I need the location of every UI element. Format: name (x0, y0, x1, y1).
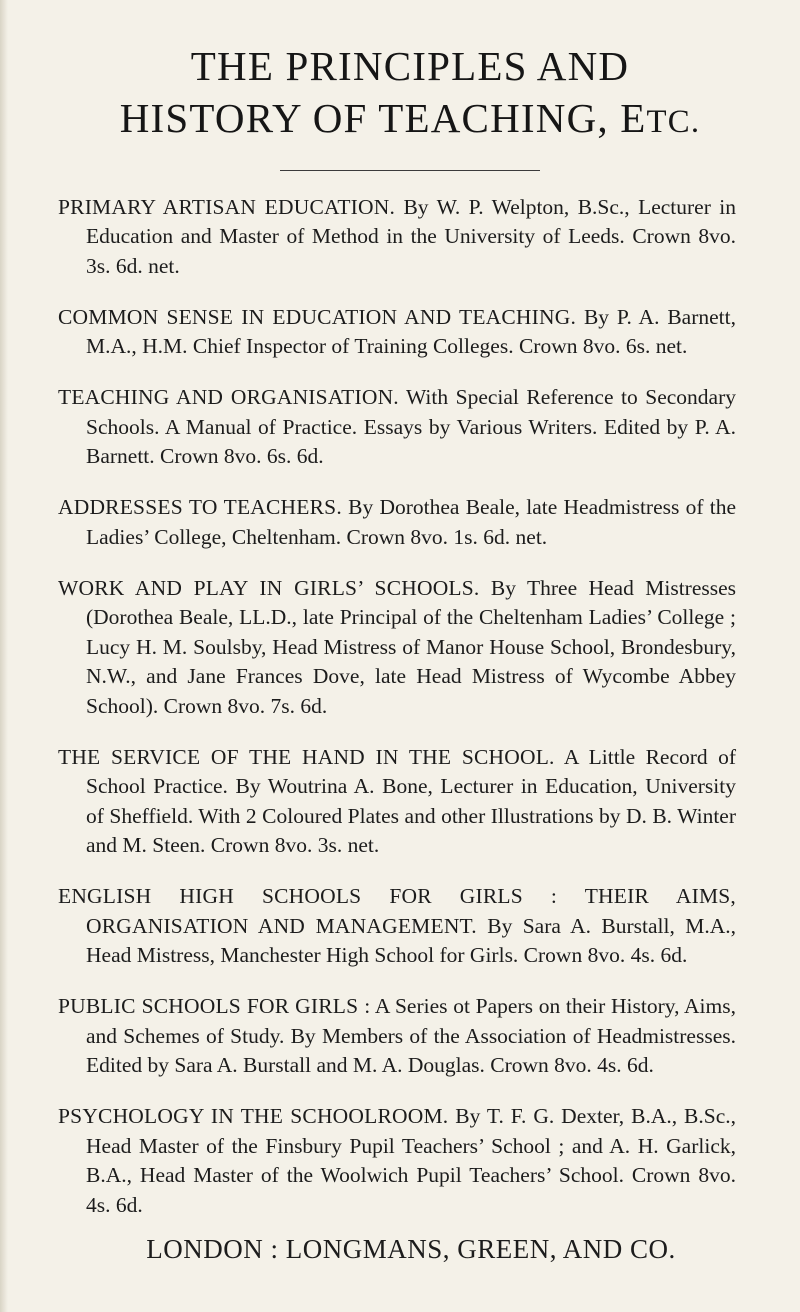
book-title: ADDRESSES TO TEACHERS. (58, 495, 342, 519)
page-header (66, 40, 754, 171)
book-description: By Sara A. Burstall, M.A., Head Mistress, Manchester High School for Girls. Crown 8vo. 4s. 6d. (86, 913, 737, 967)
book-list (58, 193, 736, 1221)
title-line-2 (66, 92, 754, 148)
title-divider (280, 170, 540, 171)
book-entry-teaching-and-organisation (58, 383, 736, 472)
title-line-2-main: HISTORY OF TEACHING, E (119, 95, 647, 141)
book-entry-service-of-the-hand (58, 743, 736, 861)
book-title: COMMON SENSE IN EDUCATION AND TEACHING. (58, 304, 577, 329)
publisher-imprint: LONDON : LONGMANS, GREEN, AND CO. (146, 1234, 676, 1264)
book-entry-common-sense-in-education (58, 303, 736, 362)
book-entry-public-schools-for-girls (58, 992, 736, 1081)
book-title: PUBLIC SCHOOLS FOR GIRLS : (58, 994, 371, 1018)
book-entry-primary-artisan-education (58, 193, 736, 282)
book-title: PRIMARY ARTISAN EDUCATION. (58, 194, 396, 219)
book-entry-work-and-play (58, 574, 736, 722)
book-description: A Series ot Papers on their History, Aims, and Schemes of Study. By Members of the Association of Headmistresses. Edited by Sara A. Burstall and M. A. Douglas. Crown 8vo. 4s. 6d. (86, 994, 736, 1077)
title-line-2-smallcaps: TC. (646, 104, 701, 140)
book-description: By T. F. G. Dexter, B.A., B.Sc., Head Master of the Finsbury Pupil Teachers’ School ; and A. H. Garlick, B.A., Head Master of the Woolwich Pupil Teachers’ School. Crown 8vo. 4s. 6d. (86, 1104, 737, 1217)
book-entry-psychology-in-schoolroom (58, 1102, 736, 1220)
book-description: With Special Reference to Secondary Schools. A Manual of Practice. Essays by Various Writers. Edited by P. A. Barnett. Crown 8vo. 6s. 6d. (86, 385, 736, 468)
book-title: WORK AND PLAY IN GIRLS’ SCHOOLS. (58, 575, 480, 600)
book-description: By W. P. Welpton, B.Sc., Lecturer in Education and Master of Method in the University of Leeds. Crown 8vo. 3s. 6d. net. (86, 194, 736, 278)
book-description: By Three Head Mistresses (Dorothea Beale, LL.D., late Principal of the Cheltenham Ladies’ College ; Lucy H. M. Soulsby, Head Mistress of Manor House School, Brondesbury, N.W., and Jane Frances Dove, late Head Mistress of Wycombe Abbey School). Crown 8vo. 7s. 6d. (86, 575, 737, 718)
book-description: A Little Record of School Practice. By Woutrina A. Bone, Lecturer in Education, University of Sheffield. With 2 Coloured Plates and other Illustrations by D. B. Winter and M. Steen. Crown 8vo. 3s. net. (86, 744, 736, 857)
title-line-1: THE PRINCIPLES AND (190, 43, 630, 89)
book-entry-addresses-to-teachers (58, 493, 736, 552)
book-description: By P. A. Barnett, M.A., H.M. Chief Inspector of Training Colleges. Crown 8vo. 6s. net. (86, 304, 737, 358)
book-title: THE SERVICE OF THE HAND IN THE SCHOOL. (58, 744, 555, 769)
book-title: TEACHING AND ORGANISATION. (58, 385, 399, 409)
book-description: By Dorothea Beale, late Headmistress of the Ladies’ College, Cheltenham. Crown 8vo. 1s. 6d. net. (86, 495, 737, 549)
book-title: ENGLISH HIGH SCHOOLS FOR GIRLS : THEIR AIMS, ORGANISATION AND MANAGEMENT. (58, 884, 736, 938)
book-entry-english-high-schools (58, 882, 736, 971)
book-title: PSYCHOLOGY IN THE SCHOOLROOM. (58, 1104, 449, 1128)
